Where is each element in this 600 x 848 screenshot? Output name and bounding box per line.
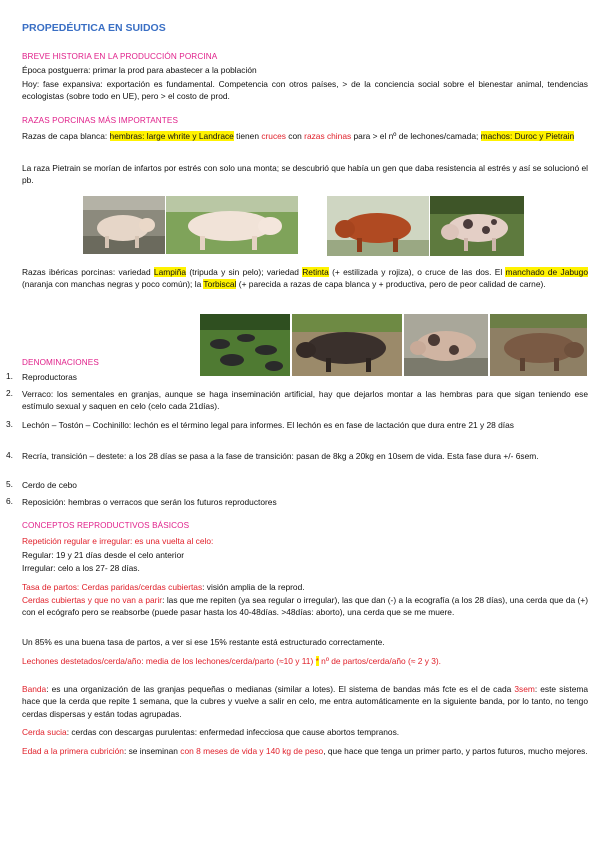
highlight-hembras: hembras: large whrite y Landrace bbox=[109, 131, 234, 141]
highlight-retinta: Retinta bbox=[302, 267, 329, 277]
pietrain-paragraph: La raza Pietrain se morían de infartos por estrés con solo una monta; se descubrió que había un gen que daba resistencia al estrés y así se solucionó el pb. bbox=[22, 163, 588, 186]
highlight-jabugo: manchado de Jabugo bbox=[505, 267, 588, 277]
list-item-recria: Recría, transición – destete: a los 28 días se pasa a la fase de transición: pasan de 8kg a 20kg en 10sem de vida. Esta fase dura +/- 6sem. bbox=[22, 451, 539, 461]
irregular-line: Irregular: celo a los 27- 28 días. bbox=[22, 563, 140, 573]
edad-cubricion-label: Edad a la primera cubrición bbox=[22, 746, 124, 756]
text-fragment: para > el nº de lechones/camada; bbox=[351, 131, 481, 141]
red-3sem: 3sem bbox=[514, 684, 535, 694]
text-fragment: : es una organización de las granjas pequeñas o medianas (similar a lotes). El sistema de bandas más fcte es el de cada bbox=[46, 684, 515, 694]
highlight-lampina: Lampiña bbox=[153, 267, 187, 277]
highlight-torbiscal: Torbiscal bbox=[203, 279, 237, 290]
torbiscal-pig-photo bbox=[490, 314, 587, 376]
history-line-2: Hoy: fase expansiva: exportación es fundamental. Competencia con otros países, > de la conciencia social sobre el bienestar animal, tendencias ecologistas (sobre todo en UE), pero > el costo de prod. bbox=[22, 79, 588, 102]
pietrain-pig-photo bbox=[430, 196, 524, 256]
banda-paragraph bbox=[22, 683, 588, 720]
highlight-star: * bbox=[315, 656, 319, 666]
cerda-sucia-line bbox=[22, 726, 588, 738]
lechones-destetados-line bbox=[22, 655, 588, 667]
text-fragment: (naranja con manchas negras y poco común); la bbox=[22, 279, 204, 290]
duroc-pig-photo bbox=[327, 196, 429, 256]
list-item-cebo: Cerdo de cebo bbox=[22, 480, 77, 490]
list-number: 3. bbox=[6, 419, 13, 429]
history-line-1: Época postguerra: primar la prod para abastecer a la población bbox=[22, 65, 257, 75]
list-number: 4. bbox=[6, 450, 13, 460]
cerdas-cubiertas-label: Cerdas cubiertas y que no van a parir bbox=[22, 595, 163, 605]
text-fragment: (+ parecida a razas de capa blanca y + productiva, pero de peor calidad de carne). bbox=[236, 279, 546, 290]
edad-cubricion-paragraph bbox=[22, 745, 588, 757]
text-fragment: tienen bbox=[233, 131, 262, 141]
tasa-85-line: Un 85% es una buena tasa de partos, a ver si ese 15% restante está estructurado correctamente. bbox=[22, 637, 385, 647]
section-heading-denominations: DENOMINACIONES bbox=[22, 358, 99, 367]
list-number: 1. bbox=[6, 371, 13, 381]
section-heading-history: BREVE HISTORIA EN LA PRODUCCIÓN PORCINA bbox=[22, 52, 218, 61]
lampina-pig-photo bbox=[292, 314, 402, 376]
list-number: 5. bbox=[6, 479, 13, 489]
section-heading-breeds: RAZAS PORCINAS MÁS IMPORTANTES bbox=[22, 116, 179, 125]
landrace-pig-photo bbox=[166, 196, 298, 254]
red-cruces: cruces bbox=[261, 131, 286, 141]
text-fragment: Lechones destetados/cerda/año: media de los lechones/cerda/parto (≈10 y 11) bbox=[22, 656, 316, 666]
tasa-partos-line bbox=[22, 581, 588, 593]
list-item-lechon: Lechón – Tostón – Cochinillo: lechón es el término legal para informes. El lechón es en fase de lactación que dura entre 21 y 28 días bbox=[22, 420, 514, 430]
tasa-partos-label: Tasa de partos: Cerdas paridas/cerdas cubiertas bbox=[22, 582, 203, 592]
red-razas-chinas: razas chinas bbox=[304, 131, 352, 141]
text-fragment: (+ estilizada y rojiza), o cruce de las dos. El bbox=[328, 267, 506, 277]
list-item-verraco: Verraco: los sementales en granjas, aunque se haga inseminación artificial, hay que dejarlos montar a las hembras para que sigan teniendo ese estímulo sexual y saquen en celo (celo cada 21días). bbox=[22, 389, 588, 412]
section-heading-reproductive: CONCEPTOS REPRODUCTIVOS BÁSICOS bbox=[22, 521, 190, 530]
red-8-meses: con 8 meses de vida y 140 kg de peso bbox=[180, 746, 324, 756]
list-number: 6. bbox=[6, 496, 13, 506]
iberian-breeds-paragraph bbox=[22, 266, 588, 291]
white-breeds-prefix: Razas de capa blanca: bbox=[22, 131, 110, 141]
highlight-machos: machos: Duroc y Pietrain bbox=[480, 131, 575, 141]
cerdas-cubiertas-paragraph bbox=[22, 594, 588, 619]
banda-label: Banda bbox=[22, 684, 47, 694]
list-item-reposicion: Reposición: hembras o verracos que serán los futuros reproductores bbox=[22, 497, 277, 507]
iberian-herd-photo bbox=[200, 314, 290, 376]
text-fragment: : las que me repiten (ya sea regular o irregular), las que dan (-) a la ecografía (a los 28 días), una cerda que da (+) con el ecógrafo pero se reabsorbe (puede pasar hasta los 40-48días. >48días: aborto), una cerda que se me muere. bbox=[22, 595, 588, 618]
repeticion-label: Repetición regular e irregular: es una vuelta al celo: bbox=[22, 536, 214, 546]
white-pig-photo bbox=[83, 196, 165, 254]
list-item-reproductoras: Reproductoras bbox=[22, 372, 77, 382]
text-fragment: , que hace que tenga un primer parto, y partos futuros, mucho mejores. bbox=[323, 746, 588, 756]
regular-line: Regular: 19 y 21 días desde el celo anterior bbox=[22, 550, 185, 560]
text-fragment: : cerdas con descargas purulentas: enfermedad infecciosa que cause abortos tempranos. bbox=[66, 727, 400, 737]
text-fragment: (tripuda y sin pelo); variedad bbox=[186, 267, 303, 277]
text-fragment: : visión amplia de la reprod. bbox=[202, 582, 305, 592]
text-fragment: : se inseminan bbox=[123, 746, 181, 756]
cerda-sucia-label: Cerda sucia bbox=[22, 727, 67, 737]
retinta-pig-photo bbox=[404, 314, 488, 376]
white-breeds-paragraph bbox=[22, 130, 588, 142]
text-fragment: con bbox=[285, 131, 305, 141]
text-fragment: : este sistema hace que la cerda que repite 1 semana, que la cubres y vuelve a salir en celo, me entra automáticamente en la siguiente banda, por lo tanto, no tengo cerdas dispersas y están todas agrupadas. bbox=[22, 684, 588, 719]
document-title: PROPEDÉUTICA EN SUIDOS bbox=[22, 22, 166, 34]
list-number: 2. bbox=[6, 388, 13, 398]
text-fragment: Razas ibéricas porcinas: variedad bbox=[22, 267, 154, 277]
text-fragment: nº de partos/cerda/año (≈ 2 y 3). bbox=[318, 656, 442, 666]
